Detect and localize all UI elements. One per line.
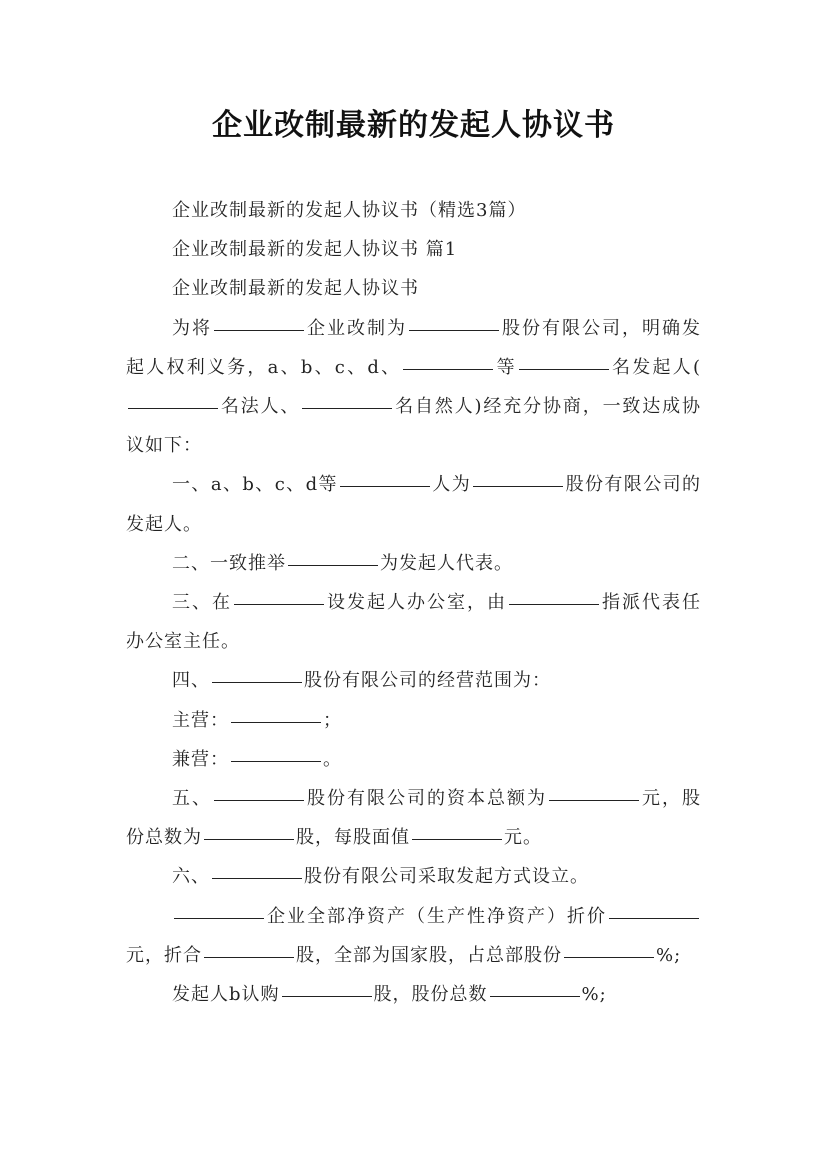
fill-blank xyxy=(282,995,372,997)
text-run: 名法人、 xyxy=(220,396,301,418)
side-business-line xyxy=(126,740,701,779)
subtitle-doc: 企业改制最新的发起人协议书 xyxy=(172,278,419,300)
text-run: 四、 xyxy=(172,670,210,692)
text-run: 为发起人代表。 xyxy=(380,552,513,574)
text-run: 设发起人办公室，由 xyxy=(326,592,507,614)
text-run: 发起人b认购 xyxy=(172,984,280,1006)
document-body xyxy=(126,191,701,1014)
fill-blank xyxy=(409,329,499,331)
fill-blank xyxy=(231,721,321,723)
text-run: 企业全部净资产（生产性净资产）折价 xyxy=(266,905,607,927)
text-run: 指派代表任办公室主任。 xyxy=(126,592,701,653)
clause-2 xyxy=(126,544,701,583)
text-run: 元，股份总数为 xyxy=(126,788,701,849)
fill-blank xyxy=(519,368,609,370)
text-run: 股份有限公司的经营范围为： xyxy=(304,670,551,692)
document-title: 企业改制最新的发起人协议书 xyxy=(212,108,615,143)
fill-blank xyxy=(549,799,639,801)
text-run: 主营： xyxy=(172,709,229,731)
text-run: 三、在 xyxy=(172,592,232,614)
text-run: 兼营： xyxy=(172,748,229,770)
text-run: 六、 xyxy=(172,866,210,888)
text-run: ； xyxy=(323,709,342,731)
text-run: 五、 xyxy=(172,788,212,810)
fill-blank xyxy=(403,368,493,370)
clause-3 xyxy=(126,583,701,661)
text-run: %; xyxy=(656,944,682,966)
text-run: 人为 xyxy=(431,474,472,496)
fill-blank xyxy=(234,603,324,605)
fill-blank xyxy=(214,799,304,801)
clause-4 xyxy=(126,661,701,700)
fill-blank xyxy=(302,407,392,409)
subtitle-part: 企业改制最新的发起人协议书 篇1 xyxy=(172,239,458,261)
subtitle-collection: 企业改制最新的发起人协议书（精选3篇） xyxy=(172,200,527,221)
fill-blank xyxy=(204,956,294,958)
text-run: 股份有限公司，明确发起人权利义务，a、b、c、d、 xyxy=(126,317,701,378)
text-run: 股，股份总数 xyxy=(373,984,488,1006)
text-run: 一、a、b、c、d等 xyxy=(172,474,338,496)
fill-blank xyxy=(288,564,378,566)
fill-blank xyxy=(212,681,302,683)
fill-blank xyxy=(214,329,304,331)
text-run: 二、一致推举 xyxy=(172,552,286,574)
text-run: 等 xyxy=(495,356,517,378)
fill-blank xyxy=(174,917,264,919)
subscriber-b-line xyxy=(126,975,701,1014)
fill-blank xyxy=(212,877,302,879)
fill-blank xyxy=(231,760,321,762)
fill-blank xyxy=(564,956,654,958)
clause-6 xyxy=(126,857,701,896)
text-run: 名发起人( xyxy=(610,356,701,378)
text-run: 。 xyxy=(323,748,342,770)
fill-blank xyxy=(340,485,430,487)
text-run: 为将 xyxy=(172,317,212,339)
text-run: %; xyxy=(581,984,607,1006)
clause-1 xyxy=(126,465,701,543)
text-run: 元，折合 xyxy=(126,944,202,966)
clause-5 xyxy=(126,779,701,857)
fill-blank xyxy=(473,485,563,487)
fill-blank xyxy=(509,603,599,605)
fill-blank xyxy=(609,917,699,919)
intro-paragraph xyxy=(126,309,701,466)
main-business-line xyxy=(126,701,701,740)
fill-blank xyxy=(490,995,580,997)
assets-paragraph xyxy=(126,897,701,975)
text-run: 股，全部为国家股，占总部股份 xyxy=(296,944,562,966)
text-run: 股份有限公司的资本总额为 xyxy=(306,788,547,810)
text-run: 股，每股面值 xyxy=(296,827,410,849)
text-run: 元。 xyxy=(504,827,542,849)
fill-blank xyxy=(204,838,294,840)
fill-blank xyxy=(412,838,502,840)
fill-blank xyxy=(128,407,218,409)
text-run: 企业改制为 xyxy=(306,317,407,339)
text-run: 股份有限公司采取发起方式设立。 xyxy=(304,866,589,888)
text-run: 名自然人)经充分协商，一致达成协议如下： xyxy=(126,396,701,457)
text-run: 股份有限公司的发起人。 xyxy=(126,474,702,535)
